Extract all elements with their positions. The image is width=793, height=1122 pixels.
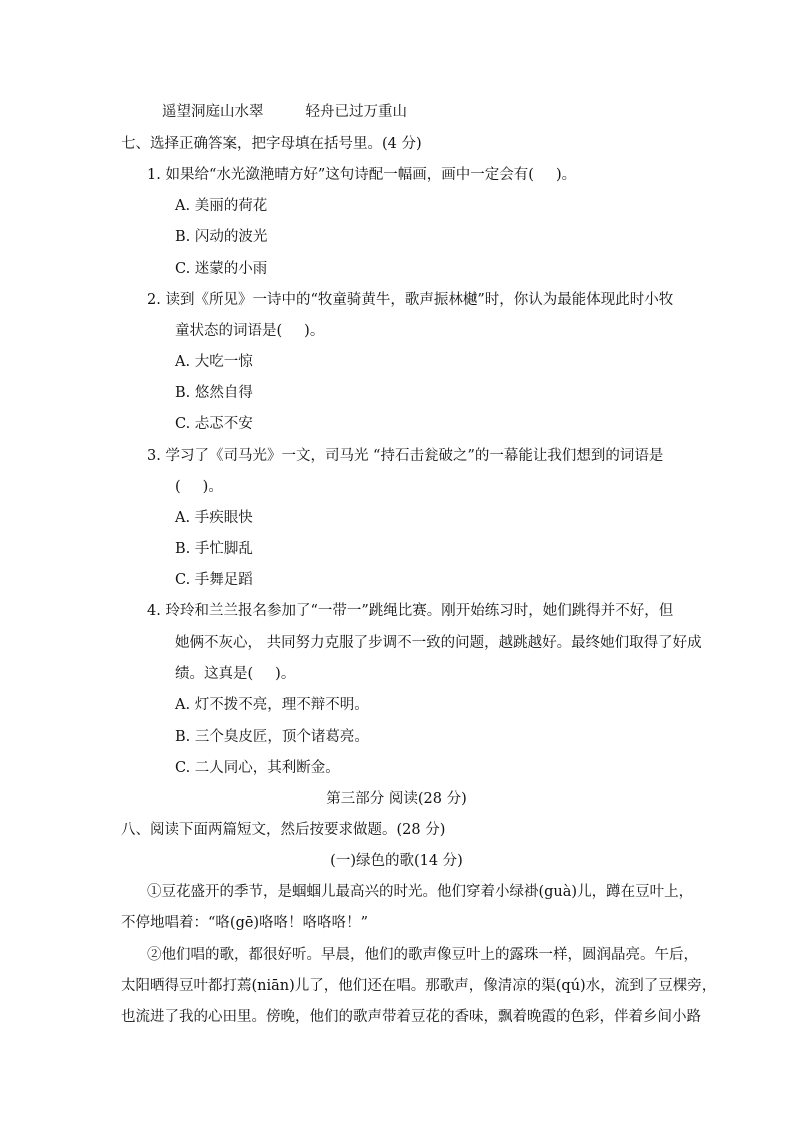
- question-4-option-c: C. 二人同心，其利断金。: [175, 760, 340, 776]
- part-3-title: 第三部分 阅读(28 分): [326, 791, 467, 807]
- section-8-heading: 八、阅读下面两篇短文，然后按要求做题。(28 分): [121, 822, 446, 838]
- poem-line-2: 轻舟已过万重山: [305, 104, 407, 120]
- question-1-option-c: C. 迷蒙的小雨: [175, 261, 268, 277]
- passage-line-1: ①豆花盛开的季节，是蝈蝈儿最高兴的时光。他们穿着小绿褂(guà)儿，蹲在豆叶上，: [147, 884, 694, 900]
- question-2-option-b: B. 悠然自得: [175, 385, 253, 401]
- question-1-stem: [147, 165, 576, 185]
- question-1-option-b: B. 闪动的波光: [175, 229, 268, 245]
- question-2-option-c: C. 忐忑不安: [175, 416, 253, 432]
- question-4-stem-line-1: 4. 玲玲和兰兰报名参加了“一带一”跳绳比赛。刚开始练习时，她们跳得并不好，但: [147, 603, 674, 619]
- question-1-text-end: )。: [555, 167, 577, 183]
- passage-line-3: ②他们唱的歌，都很好听。早晨，他们的歌声像豆叶上的露珠一样，圆润晶亮。午后，: [147, 947, 698, 963]
- question-4-text: 绩。这真是(: [175, 666, 254, 682]
- question-1-text: 1. 如果给“水光潋滟晴方好”这句诗配一幅画，画中一定会有(: [147, 167, 534, 183]
- question-3-stem-line-1: 3. 学习了《司马光》一文，司马光 “持石击瓮破之”的一幕能让我们想到的词语是: [147, 448, 664, 464]
- poem-couplet: [162, 102, 407, 122]
- question-4-option-a: A. 灯不拨不亮，理不辩不明。: [175, 697, 369, 713]
- passage-line-4: 太阳晒得豆叶都打蔫(niān)儿了，他们还在唱。那歌声，像清凉的渠(qú)水，流到了豆棵旁，: [121, 978, 717, 994]
- question-3-option-c: C. 手舞足蹈: [175, 572, 253, 588]
- poem-line-1: 遥望洞庭山水翠: [162, 104, 264, 120]
- question-3-option-a: A. 手疾眼快: [175, 510, 253, 526]
- question-4-stem-line-3: [175, 664, 295, 684]
- question-4-stem-line-2: 她俩不灰心， 共同努力克服了步调不一致的问题，越跳越好。最终她们取得了好成: [175, 635, 702, 651]
- question-3-option-b: B. 手忙脚乱: [175, 541, 253, 557]
- question-2-stem-line-1: 2. 读到《所见》一诗中的“牧童骑黄牛，歌声振林樾”时，你认为最能体现此时小牧: [147, 292, 674, 308]
- question-3-text: (: [175, 479, 181, 495]
- question-1-option-a: A. 美丽的荷花: [175, 198, 268, 214]
- question-4-option-b: B. 三个臭皮匠，顶个诸葛亮。: [175, 729, 369, 745]
- question-2-stem-line-2: [175, 321, 324, 341]
- section-7-heading: 七、选择正确答案，把字母填在括号里。(4 分): [121, 136, 422, 152]
- question-3-stem-line-2: [175, 477, 223, 497]
- passage-title: (一)绿色的歌(14 分): [330, 853, 463, 869]
- passage-line-2: 不停地唱着：“咯(gē)咯咯！咯咯咯！”: [121, 915, 369, 931]
- question-3-text-end: )。: [202, 479, 223, 495]
- question-4-text-end: )。: [275, 666, 296, 682]
- passage-line-5: 也流进了我的心田里。傍晚，他们的歌声带着豆花的香味，飘着晚霞的色彩，伴着乡间小路: [121, 1009, 701, 1025]
- question-2-text-end: )。: [304, 323, 325, 339]
- question-2-option-a: A. 大吃一惊: [175, 354, 253, 370]
- question-2-text: 童状态的词语是(: [175, 323, 283, 339]
